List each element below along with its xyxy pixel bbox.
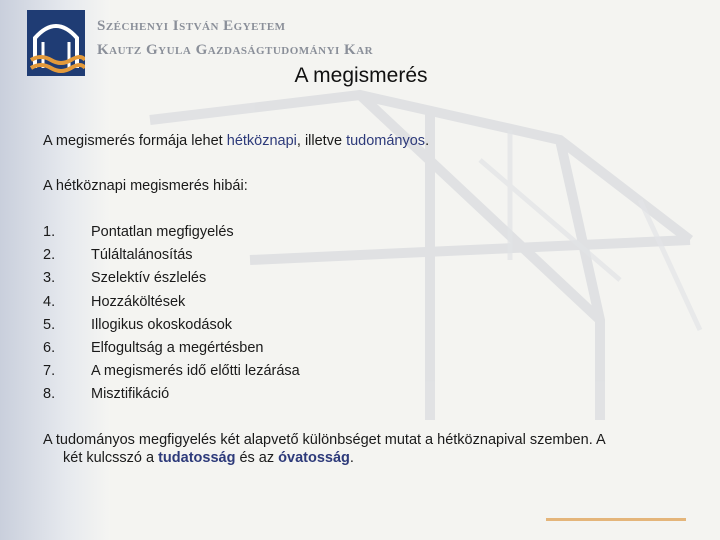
list-text: A megismerés idő előtti lezárása [91,363,300,380]
intro-text-e: . [425,133,430,149]
list-number: 6. [43,339,56,356]
faculty-name: Kautz Gyula Gazdaságtudományi Kar [97,42,374,58]
scientific-text-e: . [349,450,354,466]
list-number: 3. [43,270,56,287]
university-name: Széchenyi István Egyetem [97,18,286,34]
intro-text-c: , illetve [296,133,347,149]
list-item [43,316,300,339]
list-text: Szelektív észlelés [91,270,207,287]
list-text: Misztifikáció [91,386,170,403]
list-text: Illogikus okoskodások [91,316,233,333]
list-number: 2. [43,247,56,264]
scientific-text-line2 [43,449,673,467]
list-number: 7. [43,363,56,380]
keyword-caution: óvatosság [278,450,350,466]
slide-title-text: A megismerés [294,64,428,87]
intro-text-a: A megismerés formája lehet [43,133,227,149]
list-item [43,339,300,362]
university-name-block [97,14,373,62]
list-text: Túláltalánosítás [91,247,193,264]
list-item [43,223,300,246]
list-text: Pontatlan megfigyelés [91,224,234,240]
list-item [43,362,300,385]
scientific-text-c: és az [235,450,279,466]
scientific-paragraph [43,431,673,467]
scientific-text-a: két kulcsszó a [63,450,159,466]
scientific-text-line1: A tudományos megfigyelés két alapvető különbséget mutat a hétköznapival szemben. A [43,432,606,448]
keyword-awareness: tudatosság [158,450,236,466]
list-item [43,385,300,408]
list-item [43,293,300,316]
errors-heading: A hétköznapi megismerés hibái: [43,178,248,194]
accent-line [546,518,686,521]
keyword-everyday: hétköznapi [226,133,297,149]
list-text: Elfogultság a megértésben [91,339,264,356]
list-number: 5. [43,316,56,333]
intro-paragraph [43,132,429,150]
errors-list [43,223,300,409]
list-number: 4. [43,293,56,310]
list-text: Hozzáköltések [91,293,186,310]
slide-title [0,64,720,88]
list-item [43,269,300,292]
list-number: 8. [43,386,56,403]
list-item [43,246,300,269]
keyword-scientific: tudományos [346,133,426,149]
list-number: 1. [43,224,56,240]
